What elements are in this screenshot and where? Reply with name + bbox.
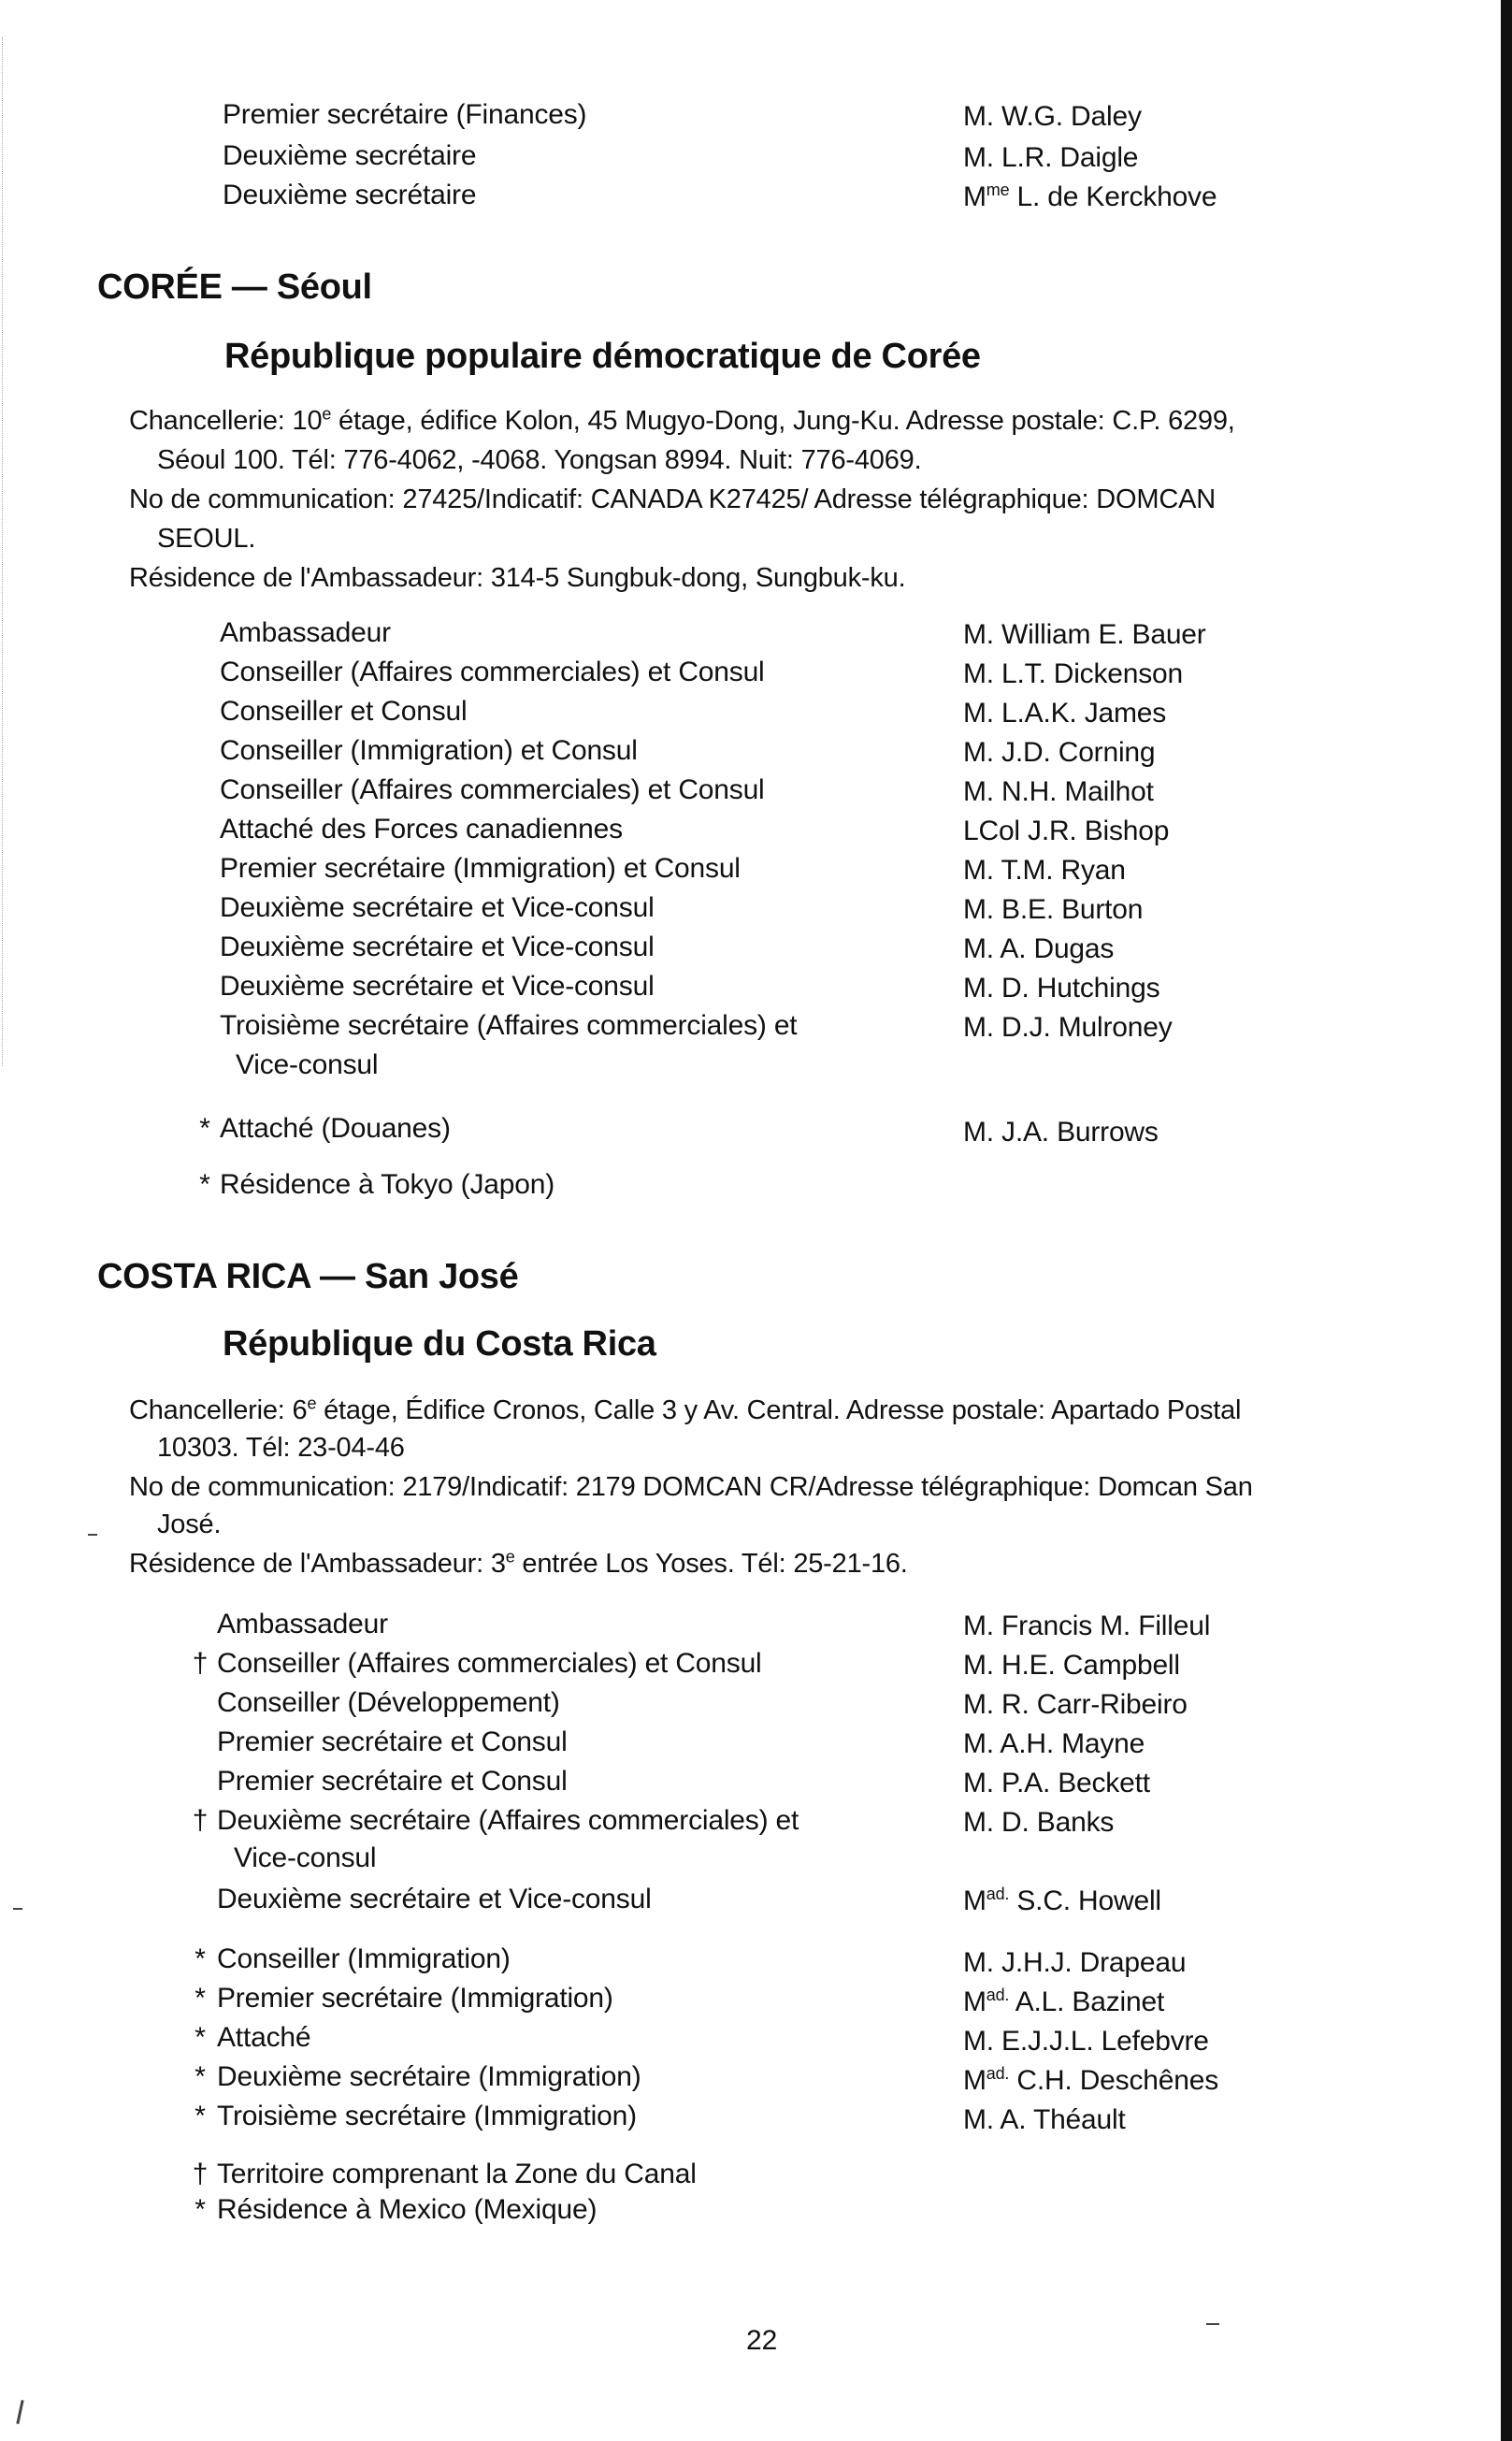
name: M. H.E. Campbell [963, 1650, 1180, 1681]
asterisk-marker: * [194, 2101, 206, 2131]
name: M. A. Théault [963, 2104, 1126, 2135]
title: Troisième secrétaire (Affaires commerciales) et [220, 1010, 798, 1041]
name: $M^{ad.}$ C.H. Deschênes [963, 2064, 1218, 2096]
title: Premier secrétaire et Consul [217, 1766, 568, 1797]
name: M. T.M. Ryan [963, 855, 1126, 886]
chancellerie-line-1: Chancellerie: 10e étage, édifice Kolon, 45 Mugyo-Dong, Jung-Ku. Adresse postale: C.P. 6299, [129, 404, 1235, 436]
scan-artifact [16, 2400, 23, 2424]
name: $M^{ad.}$ S.C. Howell [963, 1885, 1161, 1916]
title: Premier secrétaire (Immigration) [217, 1983, 613, 2014]
name: M. D. Hutchings [963, 973, 1160, 1004]
country-heading: COSTA RICA — San José [97, 1257, 519, 1296]
communication-line-1: No de communication: 2179/Indicatif: 2179 DOMCAN CR/Adresse télégraphique: Domcan San [129, 1472, 1253, 1502]
name: $M^{me}$ L. de Kerckhove [963, 181, 1217, 212]
chancellerie-line-2: 10303. Tél: 23-04-46 [157, 1433, 405, 1463]
page-edge-border [1501, 0, 1512, 2441]
asterisk-marker: * [199, 1113, 210, 1144]
title: Ambassadeur [217, 1609, 388, 1639]
name: M. D.J. Mulroney [963, 1012, 1173, 1043]
name: M. L.R. Daigle [963, 142, 1139, 173]
title: Premier secrétaire et Consul [217, 1726, 568, 1757]
name: M. R. Carr-Ribeiro [963, 1689, 1188, 1720]
asterisk-marker: * [194, 2022, 206, 2053]
title: Attaché des Forces canadiennes [220, 814, 623, 845]
title: Attaché (Douanes) [220, 1113, 451, 1144]
title: Deuxième secrétaire et Vice-consul [220, 892, 655, 923]
title: Deuxième secrétaire (Affaires commerciales) et [217, 1805, 799, 1836]
title: Conseiller (Affaires commerciales) et Consul [220, 774, 765, 805]
title-continuation: Vice-consul [236, 1049, 379, 1080]
country-subheading: République populaire démocratique de Corée [224, 337, 981, 376]
name: M. A. Dugas [963, 933, 1115, 964]
country-heading: CORÉE — Séoul [97, 267, 372, 307]
footnote: Résidence à Mexico (Mexique) [217, 2194, 598, 2225]
footnote: Résidence à Tokyo (Japon) [220, 1169, 554, 1200]
name: M. B.E. Burton [963, 894, 1144, 925]
asterisk-marker: * [194, 2194, 206, 2225]
title: Conseiller (Affaires commerciales) et Consul [220, 657, 765, 687]
name: M. Francis M. Filleul [963, 1610, 1211, 1641]
page-number: 22 [746, 2325, 778, 2356]
title: Conseiller (Immigration) et Consul [220, 735, 638, 766]
chancellerie-line-1: Chancellerie: 6e étage, Édifice Cronos, Calle 3 y Av. Central. Adresse postale: Apartado Postal [129, 1394, 1242, 1425]
communication-line-2: José. [157, 1509, 222, 1539]
name: M. E.J.J.L. Lefebvre [963, 2026, 1209, 2057]
name: LCol J.R. Bishop [963, 816, 1170, 846]
title: Deuxième secrétaire et Vice-consul [220, 932, 655, 962]
title: Attaché [217, 2022, 311, 2053]
title: Premier secrétaire (Immigration) et Consul [220, 853, 741, 884]
residence-line: Résidence de l'Ambassadeur: 3e entrée Los Yoses. Tél: 25-21-16. [129, 1547, 908, 1579]
scan-margin-specks [2, 37, 6, 1066]
name: M. L.T. Dickenson [963, 658, 1184, 689]
name: M. J.D. Corning [963, 737, 1156, 768]
footnote: Territoire comprenant la Zone du Canal [217, 2159, 697, 2189]
name: M. P.A. Beckett [963, 1768, 1150, 1798]
title: Conseiller (Affaires commerciales) et Consul [217, 1648, 762, 1679]
name: M. N.H. Mailhot [963, 776, 1154, 807]
dagger-marker: † [192, 1648, 209, 1679]
scan-artifact [13, 1908, 22, 1910]
country-subheading: République du Costa Rica [223, 1324, 656, 1364]
dagger-marker: † [192, 2159, 209, 2189]
name: M. W.G. Daley [963, 101, 1142, 132]
chancellerie-line-2: Séoul 100. Tél: 776-4062, -4068. Yongsan 8994. Nuit: 776-4069. [157, 445, 922, 475]
asterisk-marker: * [199, 1169, 210, 1200]
title: Deuxième secrétaire [223, 140, 477, 171]
scan-artifact [88, 1534, 97, 1536]
name: M. A.H. Mayne [963, 1728, 1145, 1759]
title: Deuxième secrétaire et Vice-consul [220, 971, 655, 1002]
name: $M^{ad.}$ A.L. Bazinet [963, 1986, 1165, 2017]
name: M. J.H.J. Drapeau [963, 1947, 1187, 1978]
communication-line-2: SEOUL. [157, 524, 256, 554]
asterisk-marker: * [194, 1983, 206, 2014]
asterisk-marker: * [194, 2061, 206, 2092]
title: Conseiller (Développement) [217, 1687, 560, 1718]
name: M. J.A. Burrows [963, 1117, 1159, 1148]
title: Premier secrétaire (Finances) [223, 99, 587, 130]
title: Troisième secrétaire (Immigration) [217, 2101, 637, 2131]
title: Conseiller et Consul [220, 696, 468, 727]
title: Ambassadeur [220, 617, 391, 648]
asterisk-marker: * [194, 1943, 206, 1974]
communication-line-1: No de communication: 27425/Indicatif: CANADA K27425/ Adresse télégraphique: DOMCAN [129, 484, 1216, 514]
name: M. William E. Bauer [963, 619, 1206, 650]
title: Conseiller (Immigration) [217, 1943, 511, 1974]
name: M. L.A.K. James [963, 698, 1167, 729]
name: M. D. Banks [963, 1807, 1115, 1838]
title: Deuxième secrétaire (Immigration) [217, 2061, 641, 2092]
dagger-marker: † [192, 1805, 209, 1836]
title: Deuxième secrétaire et Vice-consul [217, 1884, 652, 1914]
scan-artifact [1206, 2323, 1219, 2325]
title-continuation: Vice-consul [234, 1842, 377, 1873]
title: Deuxième secrétaire [223, 180, 477, 210]
residence-line: Résidence de l'Ambassadeur: 314-5 Sungbuk-dong, Sungbuk-ku. [129, 563, 906, 593]
